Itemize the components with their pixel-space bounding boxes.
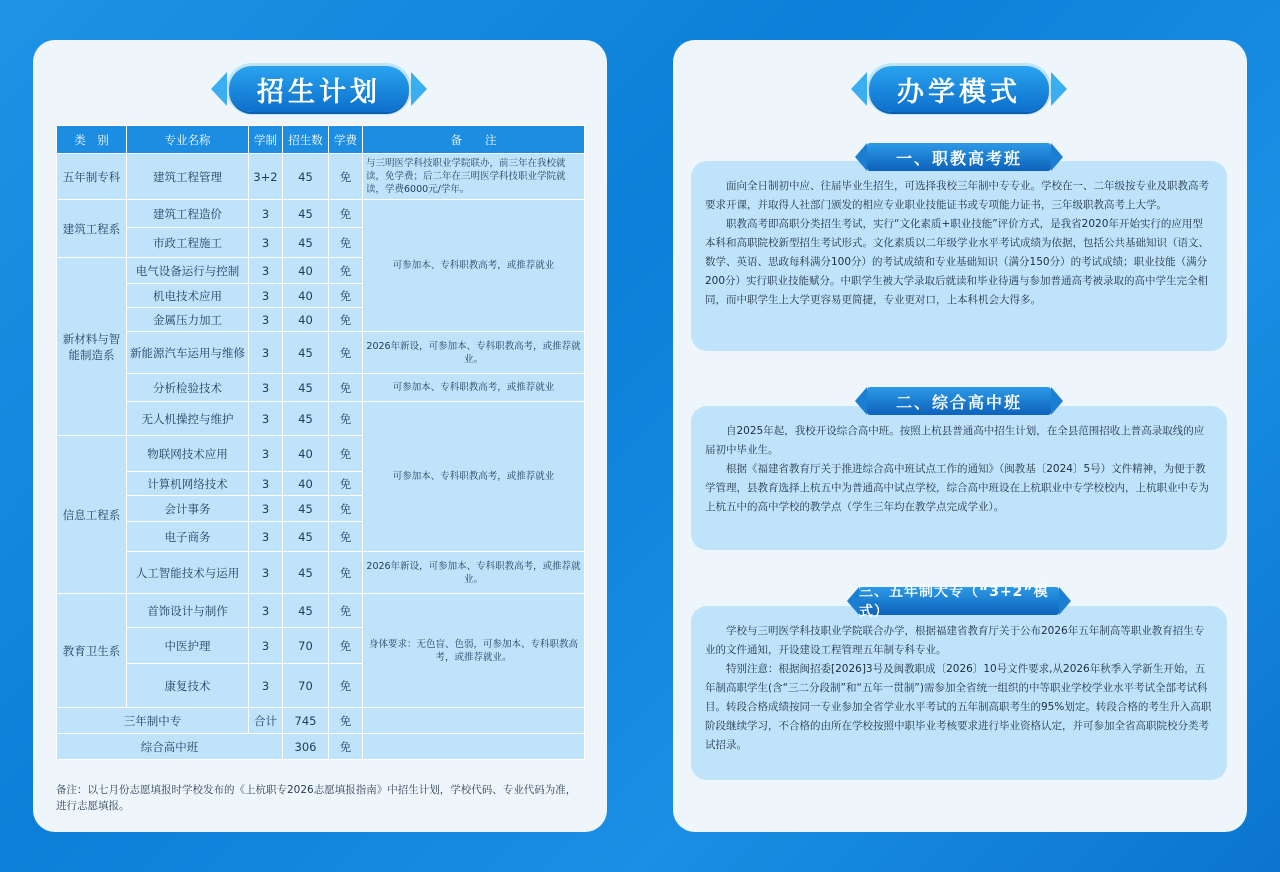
count-cell: 40: [283, 308, 329, 332]
dept-cell: 教育卫生系: [57, 594, 127, 708]
note-cell: 与三明医学科技职业学院联办，前三年在我校就读，免学费；后二年在三明医学科技职业学院就读，学费6000元/学年。: [363, 154, 585, 200]
table-header-row: [57, 126, 585, 154]
fee-cell: 免: [329, 594, 363, 628]
fee-cell: 免: [329, 228, 363, 258]
major-cell: 建筑工程管理: [127, 154, 249, 200]
dept-cell: 新材料与智能制造系: [57, 258, 127, 436]
fee-cell: 免: [329, 332, 363, 374]
section-1-box: [691, 161, 1227, 351]
fee-cell: 免: [329, 402, 363, 436]
fee-cell: 免: [329, 552, 363, 594]
section-3-paragraph: 学校与三明医学科技职业学院联合办学，根据福建省教育厅关于公布2026年五年制高等职业教育招生专业的文件通知，开设建设工程管理五年制专科专业。: [705, 625, 1205, 656]
general-count-cell: 306: [283, 734, 329, 760]
years-cell: 3: [249, 308, 283, 332]
fee-cell: 免: [329, 284, 363, 308]
fee-cell: 免: [329, 258, 363, 284]
fee-cell: 免: [329, 628, 363, 664]
count-cell: 45: [283, 552, 329, 594]
years-cell: 3: [249, 332, 283, 374]
count-cell: 45: [283, 594, 329, 628]
count-cell: 45: [283, 496, 329, 522]
major-cell: 计算机网络技术: [127, 472, 249, 496]
count-cell: 45: [283, 402, 329, 436]
enrollment-plan-title: 招生计划: [257, 76, 381, 108]
major-cell: 中医护理: [127, 628, 249, 664]
general-note-cell: [363, 734, 585, 760]
general-label-cell: 综合高中班: [57, 734, 283, 760]
table-general-row: [57, 734, 585, 760]
fee-cell: 免: [329, 436, 363, 472]
table-row: [57, 594, 585, 628]
fee-cell: 免: [329, 154, 363, 200]
years-cell: 3: [249, 228, 283, 258]
count-cell: 45: [283, 332, 329, 374]
fee-cell: 免: [329, 522, 363, 552]
major-cell: 人工智能技术与运用: [127, 552, 249, 594]
fee-cell: 免: [329, 200, 363, 228]
major-cell: 分析检验技术: [127, 374, 249, 402]
count-cell: 45: [283, 154, 329, 200]
fee-cell: 免: [329, 664, 363, 708]
major-cell: 无人机操控与维护: [127, 402, 249, 436]
header-years: 学制: [249, 126, 283, 154]
years-cell: 3: [249, 552, 283, 594]
enrollment-plan-title-banner: [229, 66, 409, 112]
years-cell: 3+2: [249, 154, 283, 200]
major-cell: 物联网技术应用: [127, 436, 249, 472]
years-cell: 3: [249, 284, 283, 308]
note-cell: 2026年新设，可参加本、专科职教高考，或推荐就业。: [363, 332, 585, 374]
fee-cell: 免: [329, 472, 363, 496]
count-cell: 45: [283, 522, 329, 552]
count-cell: 70: [283, 628, 329, 664]
dept-cell: 五年制专科: [57, 154, 127, 200]
table-row: [57, 374, 585, 402]
years-cell: 3: [249, 402, 283, 436]
section-2-box: [691, 406, 1227, 550]
total-years-cell: 合计: [249, 708, 283, 734]
table-row: [57, 200, 585, 228]
enrollment-footnote: 备注：以七月份志愿填报时学校发布的《上杭职专2026志愿填报指南》中招生计划，学校代码、专业代码为准，进行志愿填报。: [56, 784, 577, 812]
years-cell: 3: [249, 200, 283, 228]
years-cell: 3: [249, 594, 283, 628]
years-cell: 3: [249, 664, 283, 708]
note-cell: 可参加本、专科职教高考，或推荐就业: [363, 402, 585, 552]
banner-right-ribbon: [411, 72, 427, 106]
note-cell: 身体要求：无色盲、色弱，可参加本、专科职教高考，或推荐就业。: [363, 594, 585, 708]
section-2-paragraph: 根据《福建省教育厅关于推进综合高中班试点工作的通知》（闽教基〔2024〕5号）文件精神，为便于教学管理，县教育选择上杭五中为普通高中试点学校，综合高中班设在上杭职业中专学校校内，上杭职业中专为上杭五中的高中学校的教学点（学生三年均在教学点完成学业）。: [705, 463, 1209, 513]
enrollment-plan-table: [56, 125, 585, 760]
fee-cell: 免: [329, 374, 363, 402]
major-cell: 新能源汽车运用与维修: [127, 332, 249, 374]
count-cell: 40: [283, 436, 329, 472]
count-cell: 70: [283, 664, 329, 708]
total-fee-cell: 免: [329, 708, 363, 734]
banner-left-ribbon: [851, 72, 867, 106]
count-cell: 45: [283, 374, 329, 402]
note-cell: 2026年新设，可参加本、专科职教高考，或推荐就业。: [363, 552, 585, 594]
fee-cell: 免: [329, 496, 363, 522]
count-cell: 40: [283, 258, 329, 284]
major-cell: 首饰设计与制作: [127, 594, 249, 628]
school-mode-title-banner: [869, 66, 1049, 112]
major-cell: 电子商务: [127, 522, 249, 552]
years-cell: 3: [249, 436, 283, 472]
header-major: 专业名称: [127, 126, 249, 154]
section-3-title: 三、五年制大专（“3+2”模式）: [859, 587, 1059, 615]
major-cell: 电气设备运行与控制: [127, 258, 249, 284]
enrollment-plan-panel: [33, 40, 607, 832]
school-mode-panel: [673, 40, 1247, 832]
total-note-cell: [363, 708, 585, 734]
header-count: 招生数: [283, 126, 329, 154]
years-cell: 3: [249, 374, 283, 402]
dept-cell: 建筑工程系: [57, 200, 127, 258]
total-label-cell: 三年制中专: [57, 708, 249, 734]
dept-cell: 信息工程系: [57, 436, 127, 594]
count-cell: 45: [283, 228, 329, 258]
banner-left-ribbon: [211, 72, 227, 106]
section-2-paragraph: 自2025年起，我校开设综合高中班。按照上杭县普通高中招生计划，在全县范围招收上普高录取线的应届初中毕业生。: [705, 425, 1205, 456]
section-1-title: 一、职教高考班: [867, 143, 1051, 171]
section-1-paragraph: 职教高考即高职分类招生考试，实行“文化素质+职业技能”评价方式，是我省2020年开始实行的应用型本科和高职院校新型招生考试形式。文化素质以二年级学业水平考试成绩为依据，包括公共基础知识（语文、数学、英语、思政每科满分100分）的考试成绩和专业基础知识（满分150分）的考试成绩；职业技能（满分200分）实行职业技能赋分。中职学生被大学录取后就读和毕业待遇与参加普通高考被录取的高中学生完全相同，而中职学生上大学更容易更简捷，专业更对口，上本科机会大得多。: [705, 218, 1209, 306]
major-cell: 机电技术应用: [127, 284, 249, 308]
table-total-row: [57, 708, 585, 734]
major-cell: 建筑工程造价: [127, 200, 249, 228]
years-cell: 3: [249, 496, 283, 522]
major-cell: 会计事务: [127, 496, 249, 522]
table-row: [57, 332, 585, 374]
school-mode-title: 办学模式: [897, 76, 1021, 108]
note-cell: 可参加本、专科职教高考，或推荐就业: [363, 374, 585, 402]
years-cell: 3: [249, 522, 283, 552]
total-count-cell: 745: [283, 708, 329, 734]
header-note: 备 注: [363, 126, 585, 154]
section-3-paragraph: 特别注意：根据闽招委[2026]3号及闽教职成〔2026〕10号文件要求,从2026年秋季入学新生开始，五年制高职学生(含“三二分段制”和“五年一贯制”)需参加全省统一组织的中等职业学校学业水平考试全部考试科目。转段合格成绩按同一专业参加全省学业水平考试的五年制高职考生的95%划定。转段合格的考生升入高职阶段继续学习，不合格的由所在学校按照中职毕业考核要求进行毕业资格认定，并可参加全省高职院校分类考试招录。: [705, 663, 1212, 751]
fee-cell: 免: [329, 308, 363, 332]
major-cell: 金属压力加工: [127, 308, 249, 332]
note-cell: 可参加本、专科职教高考，或推荐就业: [363, 200, 585, 332]
years-cell: 3: [249, 628, 283, 664]
header-fee: 学费: [329, 126, 363, 154]
count-cell: 40: [283, 284, 329, 308]
major-cell: 市政工程施工: [127, 228, 249, 258]
table-row: [57, 552, 585, 594]
count-cell: 40: [283, 472, 329, 496]
general-fee-cell: 免: [329, 734, 363, 760]
section-3-box: [691, 606, 1227, 780]
banner-right-ribbon: [1051, 72, 1067, 106]
section-1-paragraph: 面向全日制初中应、往届毕业生招生，可选择我校三年制中专专业。学校在一、二年级按专业及职教高考要求开课，并取得人社部门颁发的相应专业职业技能证书或专项能力证书，三年级职教高考上大学。: [705, 180, 1209, 211]
table-row: [57, 154, 585, 200]
major-cell: 康复技术: [127, 664, 249, 708]
table-row: [57, 402, 585, 436]
years-cell: 3: [249, 472, 283, 496]
count-cell: 45: [283, 200, 329, 228]
section-2-title: 二、综合高中班: [867, 387, 1051, 415]
years-cell: 3: [249, 258, 283, 284]
header-category: 类 别: [57, 126, 127, 154]
